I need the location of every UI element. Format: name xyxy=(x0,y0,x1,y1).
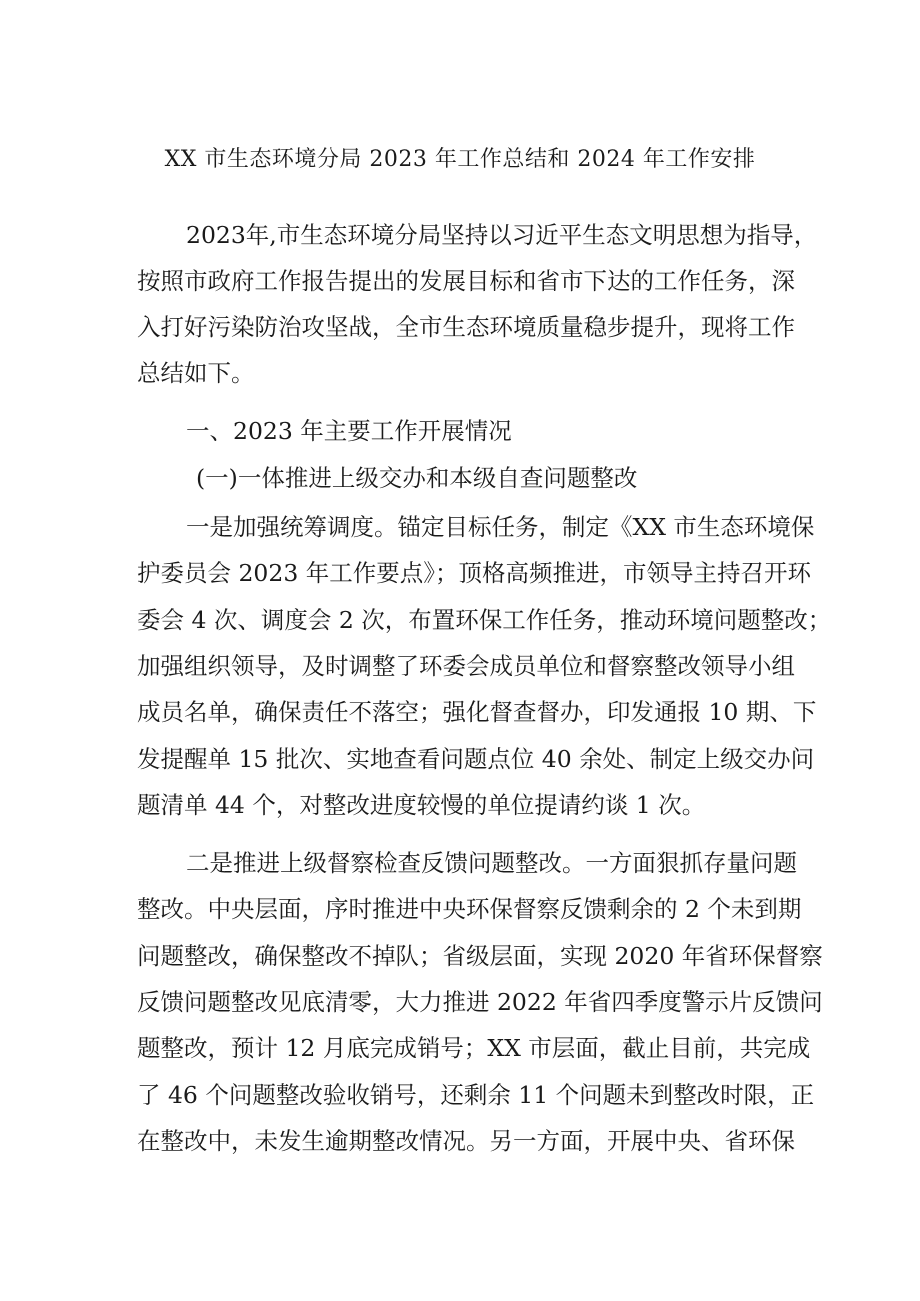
paragraph-line: 二是推进上级督察检查反馈问题整改。一方面狠抓存量问题 xyxy=(186,849,797,877)
paragraph-line: 题整改，预计 12 月底完成销号；XX 市层面，截止目前，共完成 xyxy=(137,1034,811,1062)
document-title: XX 市生态环境分局 2023 年工作总结和 2024 年工作安排 xyxy=(164,147,756,172)
paragraph-line: 整改。中央层面，序时推进中央环保督察反馈剩余的 2 个未到期 xyxy=(137,895,802,923)
paragraph-line: 了 46 个问题整改验收销号，还剩余 11 个问题未到整改时限，正 xyxy=(137,1081,815,1109)
paragraph-line: 按照市政府工作报告提出的发展目标和省市下达的工作任务，深 xyxy=(137,267,795,295)
paragraph-line: 题清单 44 个，对整改进度较慢的单位提请约谈 1 次。 xyxy=(137,791,706,819)
paragraph-line: 一是加强统筹调度。锚定目标任务，制定《XX 市生态环境保 xyxy=(186,513,815,541)
paragraph-line: 在整改中，未发生逾期整改情况。另一方面，开展中央、省环保 xyxy=(137,1127,795,1155)
paragraph-line: 成员名单，确保责任不落空；强化督查督办，印发通报 10 期、下 xyxy=(137,698,817,726)
subsection-heading: (一)一体推进上级交办和本级自查问题整改 xyxy=(196,464,638,492)
paragraph-line: 发提醒单 15 批次、实地查看问题点位 40 余处、制定上级交办问 xyxy=(137,745,815,773)
section-heading: 一、2023 年主要工作开展情况 xyxy=(186,417,512,445)
paragraph-line: 总结如下。 xyxy=(137,359,255,387)
paragraph-line: 护委员会 2023 年工作要点》；顶格高频推进，市领导主持召开环 xyxy=(137,559,811,587)
paragraph-line: 2023年,市生态环境分局坚持以习近平生态文明思想为指导， xyxy=(186,221,818,249)
paragraph-line: 入打好污染防治攻坚战，全市生态环境质量稳步提升，现将工作 xyxy=(137,313,795,341)
paragraph-line: 反馈问题整改见底清零，大力推进 2022 年省四季度警示片反馈问 xyxy=(137,988,823,1016)
paragraph-line: 委会 4 次、调度会 2 次，布置环保工作任务，推动环境问题整改； xyxy=(137,606,832,634)
paragraph-line: 问题整改，确保整改不掉队；省级层面，实现 2020 年省环保督察 xyxy=(137,942,823,970)
paragraph-line: 加强组织领导，及时调整了环委会成员单位和督察整改领导小组 xyxy=(137,652,795,680)
